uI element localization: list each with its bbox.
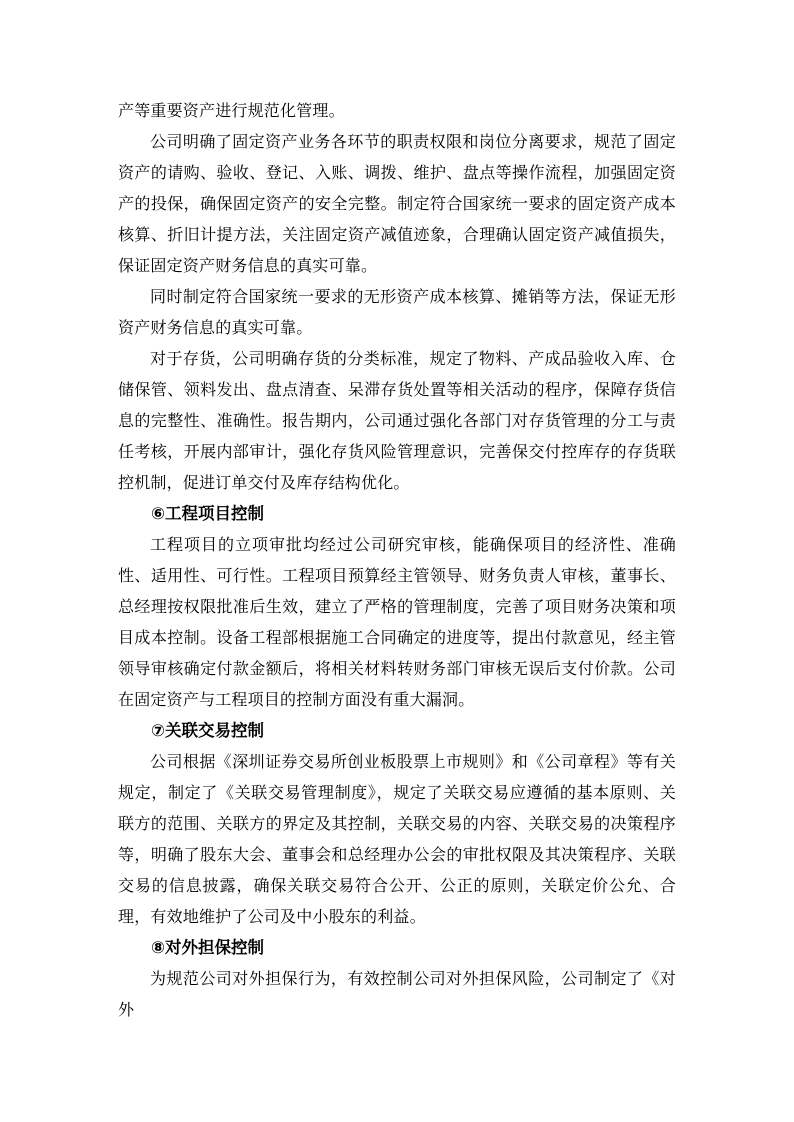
paragraph-continuation: 产等重要资产进行规范化管理。 bbox=[118, 103, 345, 120]
paragraph-related-party-transaction: 公司根据《深圳证券交易所创业板股票上市规则》和《公司章程》等有关规定，制定了《关联交易管理制度》，规定了关联交易应遵循的基本原则、关联方的范围、关联方的界定及其控制，关联交易的内容、关联交易的决策程序等，明确了股东大会、董事会和总经理办公会的审批权限及其决策程序、关联交易的信息披露，确保关联交易符合公开、公正的原则，关联定价公允、合理，有效地维护了公司及中小股东的利益。 bbox=[118, 754, 676, 926]
page-text-block bbox=[118, 96, 676, 1026]
section-heading-external-guarantee-control: ⑧对外担保控制 bbox=[151, 939, 264, 957]
paragraph-inventory: 对于存货，公司明确存货的分类标准，规定了物料、产成品验收入库、仓储保管、领料发出、盘点清查、呆滞存货处置等相关活动的程序，保障存货信息的完整性、准确性。报告期内，公司通过强化各部门对存货管理的分工与责任考核，开展内部审计，强化存货风险管理意识，完善保交付控库存的存货联控机制，促进订单交付及库存结构优化。 bbox=[118, 351, 676, 492]
paragraph-external-guarantee: 为规范公司对外担保行为，有效控制公司对外担保风险，公司制定了《对外 bbox=[118, 971, 676, 1019]
paragraph-intangible-assets: 同时制定符合国家统一要求的无形资产成本核算、摊销等方法，保证无形资产财务信息的真实可靠。 bbox=[118, 289, 676, 337]
section-heading-engineering-project-control: ⑥工程项目控制 bbox=[151, 505, 264, 523]
paragraph-fixed-assets: 公司明确了固定资产业务各环节的职责权限和岗位分离要求，规范了固定资产的请购、验收、登记、入账、调拨、维护、盘点等操作流程，加强固定资产的投保，确保固定资产的安全完整。制定符合国家统一要求的固定资产成本核算、折旧计提方法，关注固定资产减值迹象，合理确认固定资产减值损失，保证固定资产财务信息的真实可靠。 bbox=[118, 134, 676, 275]
section-heading-related-party-transaction-control: ⑦关联交易控制 bbox=[151, 722, 264, 740]
paragraph-engineering-project: 工程项目的立项审批均经过公司研究审核，能确保项目的经济性、准确性、适用性、可行性。工程项目预算经主管领导、财务负责人审核，董事长、总经理按权限批准后生效，建立了严格的管理制度，完善了项目财务决策和项目成本控制。设备工程部根据施工合同确定的进度等，提出付款意见，经主管领导审核确定付款金额后，将相关材料转财务部门审核无误后支付价款。公司在固定资产与工程项目的控制方面没有重大漏洞。 bbox=[118, 537, 676, 709]
